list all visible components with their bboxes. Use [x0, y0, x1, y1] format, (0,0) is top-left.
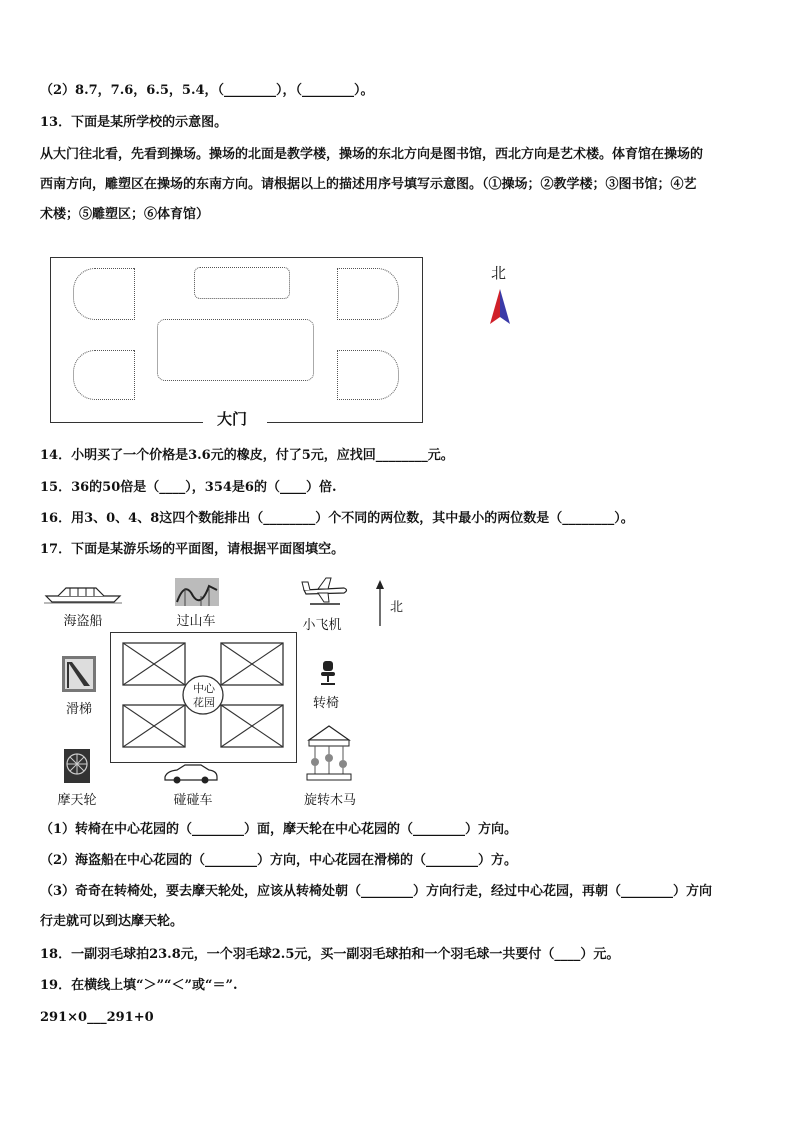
label-roller-coaster: 过山车: [176, 614, 216, 629]
q17-title: 17．下面是某游乐场的平面图，请根据平面图填空。: [40, 542, 345, 557]
label-pirate-ship: 海盗船: [63, 614, 103, 629]
q17-part2: （2）海盗船在中心花园的（________）方向，中心花园在滑梯的（________）方。: [40, 853, 518, 868]
q18: 18．一副羽毛球拍23.8元，一个羽毛球2.5元，买一副羽毛球拍和一个羽毛球一共要付（____）元。: [40, 947, 620, 962]
school-diagram: [50, 257, 423, 428]
park-center-frame: [110, 632, 297, 763]
label-ferris-wheel: 摩天轮: [57, 793, 97, 808]
q17-part1: （1）转椅在中心花园的（________）面，摩天轮在中心花园的（________）方向。: [40, 822, 518, 837]
plane-icon: [300, 576, 350, 608]
label-bumper-car: 碰碰车: [173, 793, 213, 808]
q12-part2: （2）8.7，7.6，6.5，5.4，（________），（________）。: [40, 83, 374, 98]
boat-icon: [44, 582, 122, 604]
north-label: 北: [491, 264, 507, 282]
compass-arrow-icon: [488, 287, 514, 327]
carousel-icon: [305, 724, 353, 782]
center-garden-label-2: 花园: [193, 696, 215, 709]
label-small-plane: 小飞机: [302, 618, 342, 633]
slot-northeast: [337, 268, 399, 320]
q13-para-1: 从大门往北看，先看到操场。操场的北面是教学楼，操场的东北方向是图书馆，西北方向是艺术楼。体育馆在操场的: [40, 147, 704, 162]
park-north-label: 北: [390, 600, 404, 615]
gate-label: 大门: [214, 408, 250, 429]
q19-expression: 291×0___291+0: [40, 1010, 154, 1025]
q15: 15．36的50倍是（____），354是6的（____）倍.: [40, 480, 337, 495]
q14: 14．小明买了一个价格是3.6元的橡皮，付了5元，应找回________元。: [40, 448, 454, 463]
q17-part3-a: （3）奇奇在转椅处，要去摩天轮处，应该从转椅处朝（________）方向行走，经过中心花园，再朝（________）方向: [40, 884, 713, 899]
slot-southeast: [337, 350, 399, 400]
slot-north: [194, 267, 290, 299]
q13-para-2: 西南方向，雕塑区在操场的东南方向。请根据以上的描述用序号填写示意图。（①操场；②教学楼；③图书馆；④艺: [40, 177, 697, 192]
q13-para-3: 术楼；⑤雕塑区；⑥体育馆）: [40, 207, 210, 222]
slide-icon: [62, 656, 96, 692]
car-icon: [163, 763, 219, 785]
wheel-icon: [64, 749, 90, 783]
slot-northwest: [73, 268, 135, 320]
chair-icon: [318, 660, 338, 686]
north-arrow-icon: [373, 580, 387, 628]
q16: 16．用3、0、4、8这四个数能排出（________）个不同的两位数，其中最小的两位数是（________）。: [40, 511, 634, 526]
center-garden-label-1: 中心: [193, 682, 215, 695]
label-slide: 滑梯: [65, 702, 92, 717]
label-swivel-chair: 转椅: [312, 696, 339, 711]
q17-part3-b: 行走就可以到达摩天轮。: [40, 914, 184, 929]
label-carousel: 旋转木马: [303, 793, 356, 808]
q13-title: 13．下面是某所学校的示意图。: [40, 115, 228, 130]
q19-title: 19．在横线上填“＞”“＜”或“＝”.: [40, 978, 238, 993]
slot-center: [157, 319, 314, 381]
coaster-icon: [175, 578, 219, 606]
slot-southwest: [73, 350, 135, 400]
